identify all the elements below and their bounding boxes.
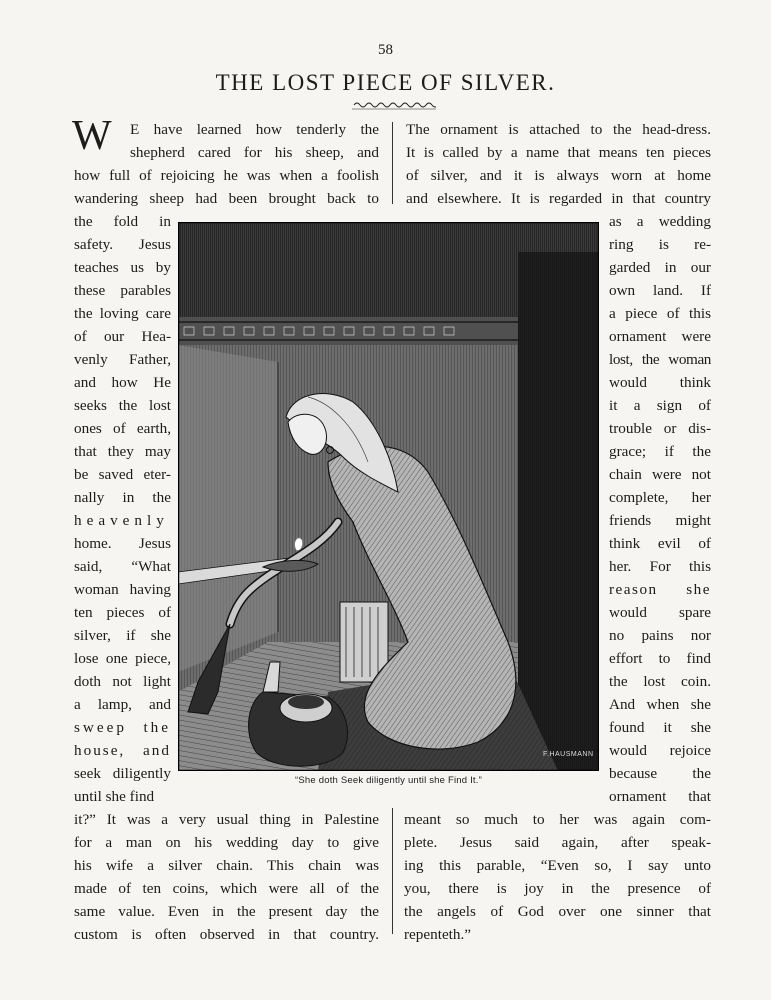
page-title: THE LOST PIECE OF SILVER. xyxy=(215,70,556,95)
text-line: nally in the xyxy=(74,489,171,506)
text-line: it?” It was a very usual thing in Palestine xyxy=(74,811,379,828)
text-line: seeks the lost xyxy=(74,397,171,414)
text-line: ring is re- xyxy=(609,236,711,253)
text-line: home. Jesus xyxy=(74,535,171,552)
text-line: teaches us by xyxy=(74,259,171,276)
text-line: be saved eter- xyxy=(74,466,171,483)
text-line: wandering sheep had been brought back to xyxy=(74,190,379,207)
text-line: as a wedding xyxy=(609,213,711,230)
text-line: of silver, and it is always worn at home xyxy=(406,167,711,184)
text-line: would think xyxy=(609,374,711,391)
artist-signature: F.HAUSMANN xyxy=(543,751,594,758)
text-line: would spare xyxy=(609,604,711,621)
text-line: same value. Even in the present day the xyxy=(74,903,379,920)
text-line: And when she xyxy=(609,696,711,713)
text-line: for a man on his wedding day to give xyxy=(74,834,379,851)
column-rule-bottom xyxy=(392,808,393,934)
text-line: sweep the xyxy=(74,719,171,736)
text-line: reason she xyxy=(609,581,711,598)
text-line: friends might xyxy=(609,512,711,529)
text-line: would rejoice xyxy=(609,742,711,759)
text-line: the angels of God over one sinner that xyxy=(404,903,711,920)
text-line: ornament were xyxy=(609,328,711,345)
text-line: effort to find xyxy=(609,650,711,667)
text-line: and how He xyxy=(74,374,171,391)
text-line: doth not light xyxy=(74,673,171,690)
text-line: her. For this xyxy=(609,558,711,575)
text-line: chain were not xyxy=(609,466,711,483)
text-line: lost, the woman xyxy=(609,351,711,368)
engraving-illustration xyxy=(178,222,599,771)
text-line: trouble or dis- xyxy=(609,420,711,437)
text-line: it a sign of xyxy=(609,397,711,414)
text-line: ornament that xyxy=(609,788,711,805)
text-line: ones of earth, xyxy=(74,420,171,437)
text-line: no pains nor xyxy=(609,627,711,644)
text-line: the fold in xyxy=(74,213,171,230)
text-line: a lamp, and xyxy=(74,696,171,713)
text-line: because the xyxy=(609,765,711,782)
text-line: made of ten coins, which were all of the xyxy=(74,880,379,897)
text-line: garded in our xyxy=(609,259,711,276)
text-line: the loving care xyxy=(74,305,171,322)
text-line: silver, if she xyxy=(74,627,171,644)
text-line: his wife a silver chain. This chain was xyxy=(74,857,379,874)
text-line: seek diligently xyxy=(74,765,171,782)
page-number: 58 xyxy=(378,42,393,58)
text-line: these parables xyxy=(74,282,171,299)
text-line: It is called by a name that means ten pieces xyxy=(406,144,711,161)
text-line: E have learned how tenderly the xyxy=(130,121,379,138)
text-line: how full of rejoicing he was when a foolish xyxy=(74,167,379,184)
text-line: think evil of xyxy=(609,535,711,552)
illustration-caption: “She doth Seek diligently until she Find It.” xyxy=(295,775,482,786)
text-line: grace; if the xyxy=(609,443,711,460)
text-line: meant so much to her was again com- xyxy=(404,811,711,828)
text-line: own land. If xyxy=(609,282,711,299)
text-line: ten pieces of xyxy=(74,604,171,621)
text-line: woman having xyxy=(74,581,171,598)
column-rule-top xyxy=(392,122,393,204)
text-line: lose one piece, xyxy=(74,650,171,667)
drop-cap: W xyxy=(72,113,112,159)
text-line: venly Father, xyxy=(74,351,171,368)
text-line: repenteth.” xyxy=(404,926,472,943)
text-line: a piece of this xyxy=(609,305,711,322)
text-line: until she find xyxy=(74,788,155,805)
text-line: custom is often observed in that country. xyxy=(74,926,379,943)
text-line: and elsewhere. It is regarded in that country xyxy=(406,190,711,207)
text-line: that they may xyxy=(74,443,171,460)
text-line: you, there is joy in the presence of xyxy=(404,880,711,897)
text-line: ing this parable, “Even so, I say unto xyxy=(404,857,711,874)
text-line: found it she xyxy=(609,719,711,736)
text-line: The ornament is attached to the head-dress. xyxy=(406,121,711,138)
text-line: plete. Jesus said again, after speak- xyxy=(404,834,711,851)
text-line: shepherd cared for his sheep, and xyxy=(130,144,379,161)
text-line: house, and xyxy=(74,742,171,759)
text-line: the lost coin. xyxy=(609,673,711,690)
text-line: said, “What xyxy=(74,558,171,575)
text-line: heavenly xyxy=(74,512,169,529)
wavy-ornament xyxy=(352,100,436,110)
text-line: of our Hea- xyxy=(74,328,171,345)
text-line: safety. Jesus xyxy=(74,236,171,253)
text-line: complete, her xyxy=(609,489,711,506)
